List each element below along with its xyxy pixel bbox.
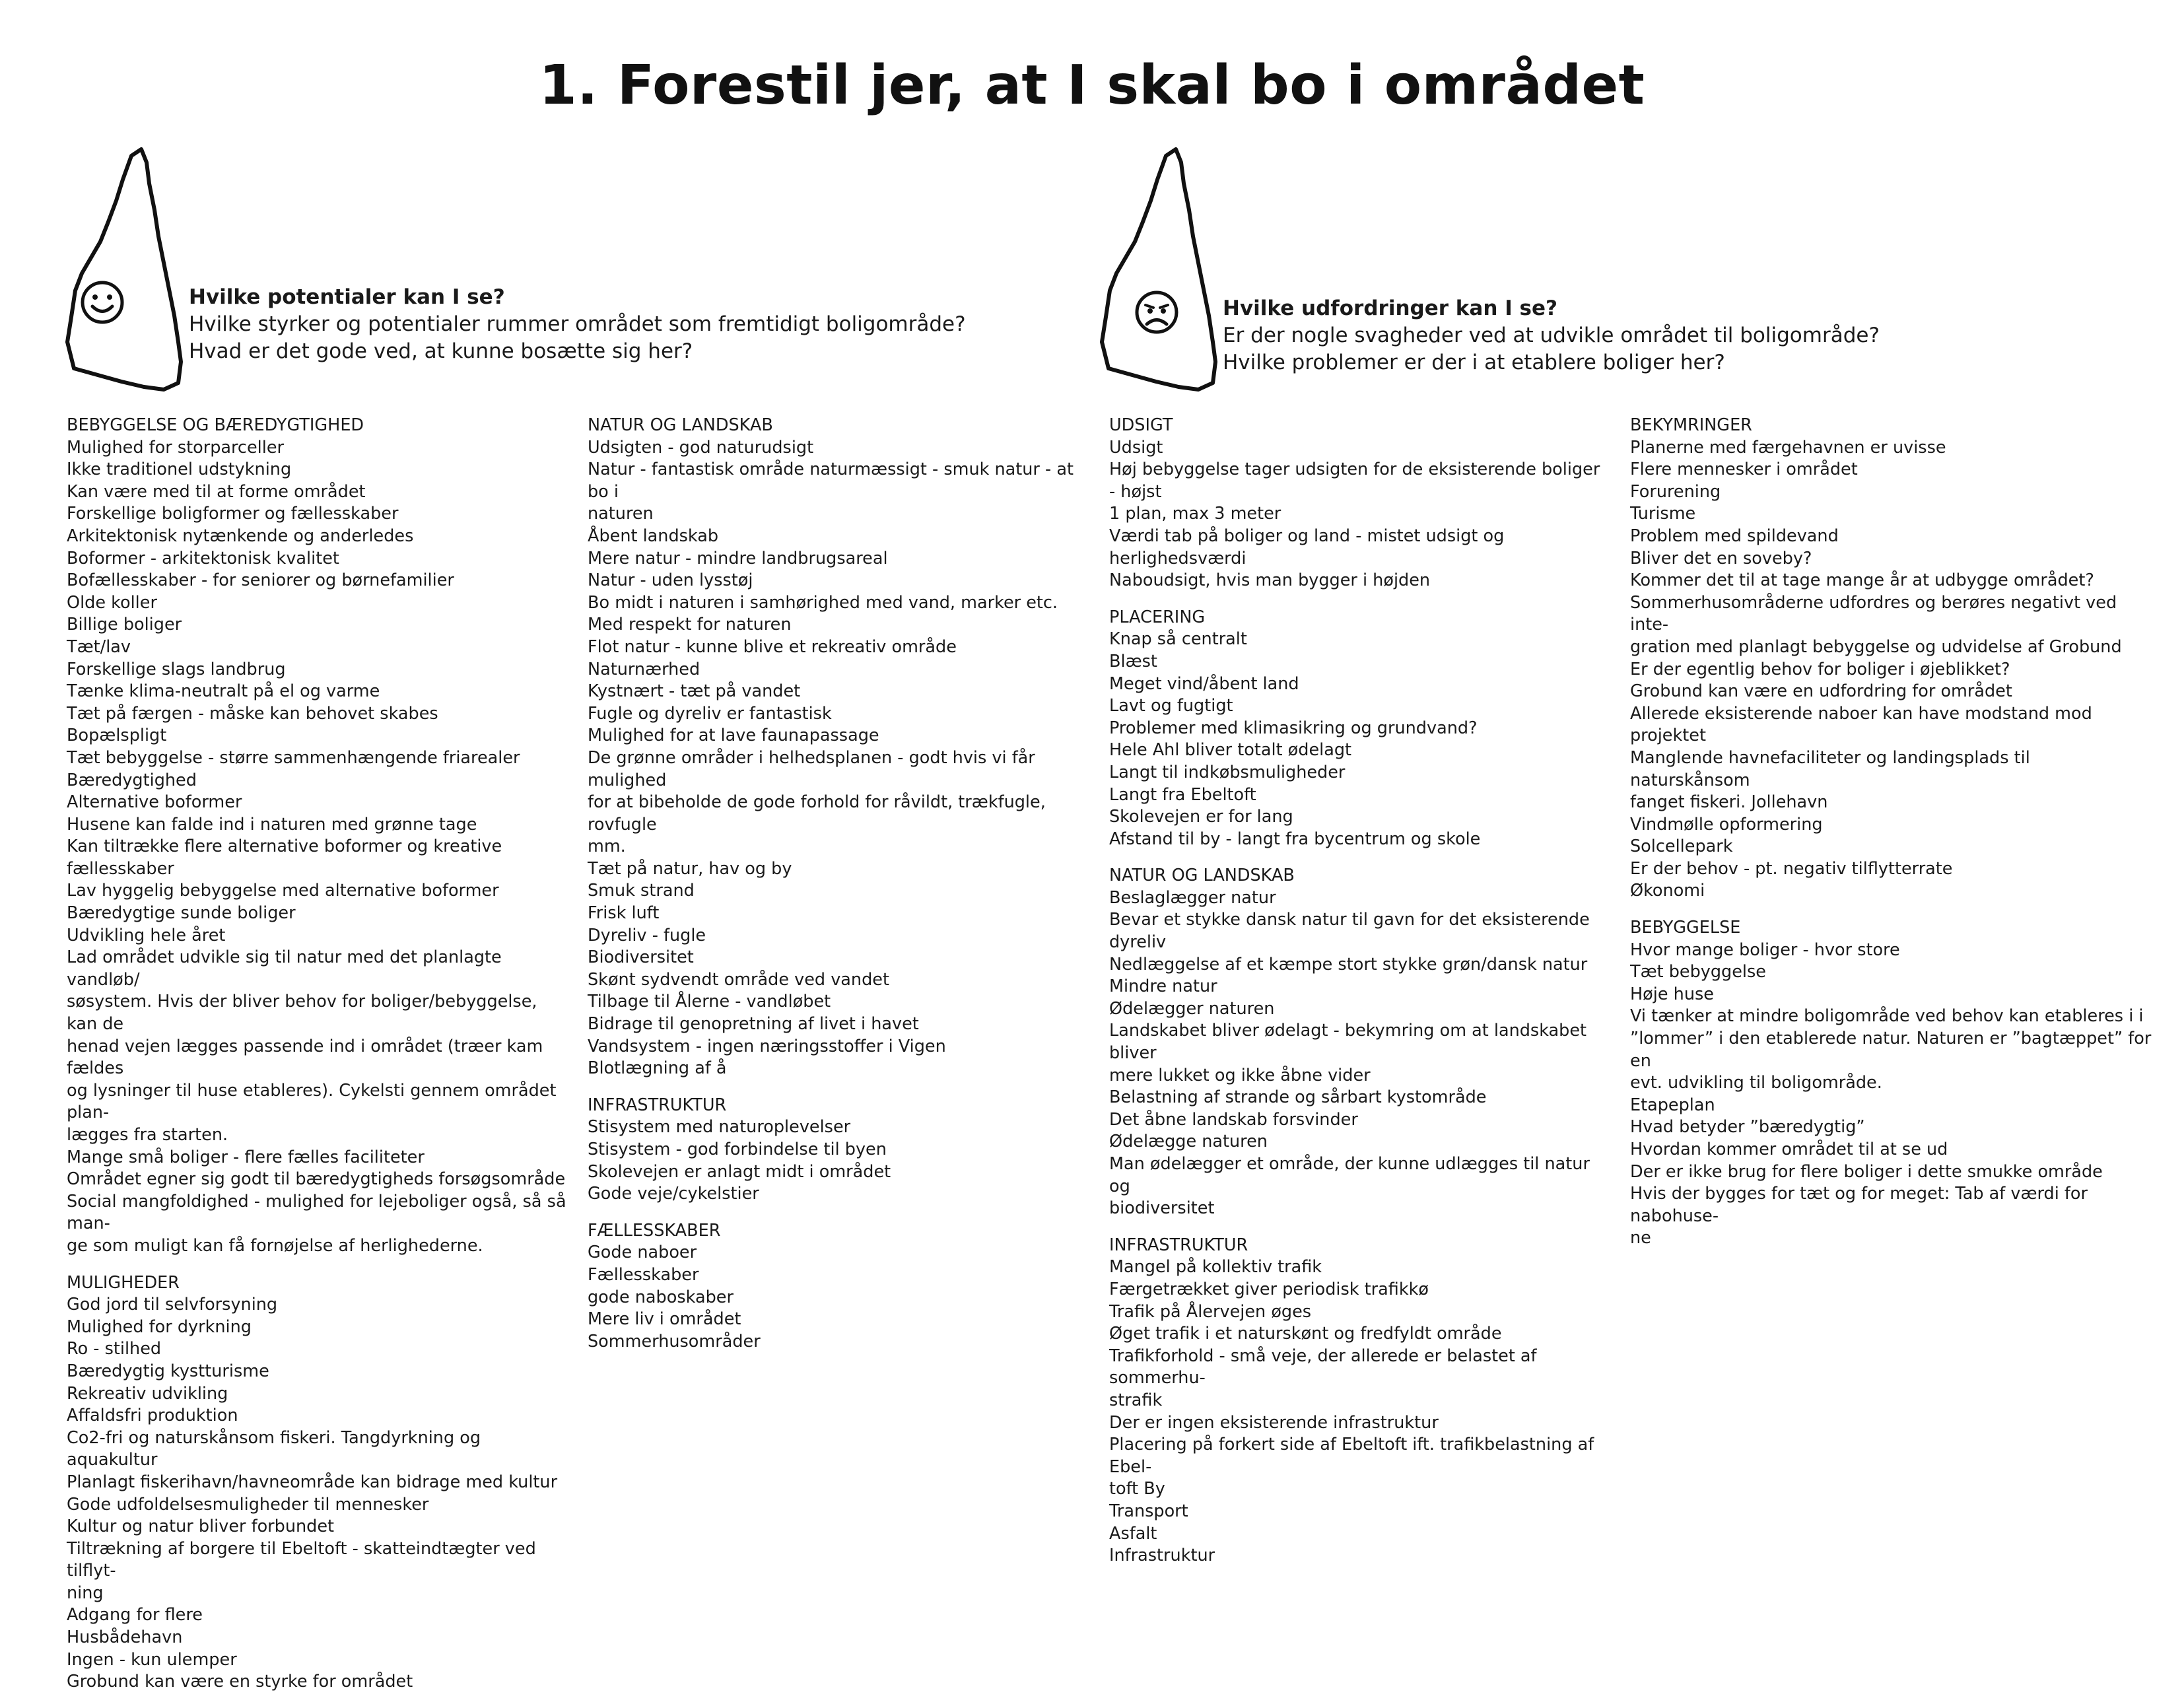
list-item: Mulighed for storparceller	[67, 437, 284, 458]
list-item: søsystem. Hvis der bliver behov for boliger/bebyggelse, kan de	[67, 992, 537, 1035]
list-item: Rekreativ udvikling	[67, 1383, 228, 1404]
list-item: Hvordan kommer området til at se ud	[1630, 1140, 1948, 1159]
list-item: Alternative boformer	[67, 792, 242, 813]
list-item: Mange små boliger - flere fælles faciliteter	[67, 1147, 425, 1167]
list-item: Tæt på natur, hav og by	[588, 858, 792, 879]
list-item: Kan tiltrække flere alternative boformer og kreative fællesskaber	[67, 837, 502, 879]
list-item: Hvor mange boliger - hvor store	[1630, 939, 1900, 960]
list-item: Er der egentlig behov for boliger i øjeblikket?	[1630, 659, 2010, 679]
list-item: Bæredygtige sunde boliger	[67, 903, 296, 924]
list-item: Økonomi	[1630, 881, 1705, 901]
list-item: Trafikforhold - små veje, der allerede er belastet af sommerhu-	[1109, 1346, 1537, 1388]
potentials-line-1: Hvilke styrker og potentialer rummer området som fremtidigt boligområde?	[189, 312, 966, 336]
list-item: Mulighed for dyrkning	[67, 1316, 252, 1337]
list-item: Skønt sydvendt område ved vandet	[588, 969, 889, 990]
section	[588, 1220, 1089, 1353]
list-item: Grobund kan være en udfordring for området	[1630, 681, 2012, 702]
list-item: Natur - fantastisk område naturmæssigt - smuk natur - at bo i	[588, 460, 1074, 502]
list-item: Ødelægge naturen	[1109, 1132, 1268, 1152]
list-item: Smuk strand	[588, 881, 695, 901]
list-item: Er der behov - pt. negativ tilflytterrate	[1630, 858, 1953, 879]
list-item: ”lommer” i den etablerede natur. Naturen er ”bagtæppet” for en	[1630, 1029, 2152, 1071]
item-list	[588, 1116, 1089, 1205]
area-map-outline-icon	[1099, 144, 1225, 395]
list-item: Bæredygtig kystturisme	[67, 1361, 269, 1381]
list-item: Afstand til by - langt fra bycentrum og skole	[1109, 829, 1481, 849]
list-item: Vandsystem - ingen næringsstoffer i Vigen	[588, 1036, 946, 1056]
list-item: Tiltrækning af borgere til Ebeltoft - skatteindtægter ved tilflyt-	[67, 1538, 536, 1581]
list-item: Allerede eksisterende naboer kan have modstand mod projektet	[1630, 703, 2092, 746]
list-item: Det åbne landskab forsvinder	[1109, 1109, 1358, 1130]
list-item: Skolevejen er anlagt midt i området	[588, 1161, 891, 1182]
smiley-face-icon	[79, 279, 125, 325]
list-item: Planerne med færgehavnen er uvisse	[1630, 437, 1946, 458]
list-item: Ingen - kun ulemper	[67, 1649, 237, 1670]
list-item: Stisystem med naturoplevelser	[588, 1117, 851, 1138]
section-heading: FÆLLESSKABER	[588, 1220, 721, 1241]
challenges-heading: Hvilke udfordringer kan I se?	[1223, 296, 1557, 320]
list-item: Fugle og dyreliv er fantastisk	[588, 703, 832, 724]
potentials-heading: Hvilke potentialer kan I se?	[189, 285, 505, 309]
list-item: Høje huse	[1630, 984, 1714, 1004]
list-item: Kystnært - tæt på vandet	[588, 681, 801, 702]
list-item: Bliver det en soveby?	[1630, 548, 1812, 568]
list-item: Mulighed for at lave faunapassage	[588, 726, 879, 746]
section-heading: PLACERING	[1109, 607, 1206, 627]
list-item: Trafik på Ålervejen øges	[1109, 1301, 1312, 1322]
section	[1630, 917, 2152, 1250]
list-item: Udvikling hele året	[67, 925, 226, 945]
list-item: Knap så centralt	[1109, 629, 1247, 650]
list-item: Tæt på færgen - måske kan behovet skabes	[67, 703, 438, 724]
list-item: Bo midt i naturen i samhørighed med vand, marker etc.	[588, 592, 1058, 613]
list-item: Området egner sig godt til bæredygtigheds forsøgsområde	[67, 1169, 566, 1190]
list-item: Lav hyggelig bebyggelse med alternative boformer	[67, 881, 499, 901]
page-title: 1. Forestil jer, at I skal bo i området	[539, 54, 1645, 117]
list-item: Tæt/lav	[67, 636, 131, 657]
list-item: Tænke klima-neutralt på el og varme	[67, 681, 380, 702]
list-item: Dyreliv - fugle	[588, 925, 706, 945]
challenges-line-1: Er der nogle svagheder ved at udvikle området til boligområde?	[1223, 324, 1880, 347]
section-heading: BEBYGGELSE	[1630, 918, 1741, 938]
list-item: Transport	[1109, 1501, 1188, 1521]
list-item: fanget fiskeri. Jollehavn	[1630, 792, 1828, 813]
item-list	[67, 437, 568, 1258]
section	[1109, 1235, 1611, 1567]
list-item: Naboudsigt, hvis man bygger i højden	[1109, 570, 1431, 591]
list-item: Hvis der bygges for tæt og for meget: Tab af værdi for nabohuse-	[1630, 1184, 2088, 1226]
list-item: 1 plan, max 3 meter	[1109, 504, 1281, 524]
list-item: Vi tænker at mindre boligområde ved behov kan etableres i i	[1630, 1006, 2144, 1027]
section	[588, 415, 1089, 1080]
section-heading: INFRASTRUKTUR	[1109, 1235, 1248, 1255]
item-list	[1630, 437, 2152, 903]
list-item: Kommer det til at tage mange år at udbygge området?	[1630, 570, 2094, 591]
list-item: Asfalt	[1109, 1523, 1157, 1544]
column-2	[588, 415, 1089, 1367]
list-item: Forurening	[1630, 481, 1721, 502]
list-item: Bofællesskaber - for seniorer og børnefamilier	[67, 570, 454, 591]
section	[67, 415, 568, 1258]
list-item: Med respekt for naturen	[588, 615, 792, 635]
list-item: Hele Ahl bliver totalt ødelagt	[1109, 740, 1352, 761]
list-item: Gode veje/cykelstier	[588, 1184, 759, 1204]
list-item: Værdi tab på boliger og land - mistet udsigt og herlighedsværdi	[1109, 526, 1505, 568]
list-item: Tæt bebyggelse	[1630, 962, 1766, 982]
list-item: Flot natur - kunne blive et rekreativ område	[588, 636, 957, 657]
list-item: Lad området udvikle sig til natur med det planlagte vandløb/	[67, 947, 502, 990]
list-item: Tæt bebyggelse - større sammenhængende friarealer	[67, 747, 520, 768]
list-item: Mindre natur	[1109, 976, 1217, 997]
list-item: ning	[67, 1583, 104, 1603]
list-item: Kultur og natur bliver forbundet	[67, 1517, 335, 1537]
section-heading: MULIGHEDER	[67, 1272, 180, 1293]
list-item: Færgetrækket giver periodisk trafikkø	[1109, 1279, 1429, 1299]
list-item: Flere mennesker i området	[1630, 460, 1858, 480]
column-1	[67, 415, 568, 1708]
list-item: Bopælspligt	[67, 726, 167, 746]
list-item: Grobund kan være en styrke for området	[67, 1672, 413, 1692]
list-item: Øget trafik i et naturskønt og fredfyldt område	[1109, 1324, 1502, 1344]
challenges-line-2: Hvilke problemer er der i at etablere boliger her?	[1223, 351, 1725, 374]
list-item: Bæredygtighed	[67, 770, 197, 790]
area-map-outline-icon	[65, 144, 190, 395]
list-item: Bidrage til genopretning af livet i havet	[588, 1014, 919, 1035]
list-item: strafik	[1109, 1390, 1163, 1410]
list-item: Langt til indkøbsmuligheder	[1109, 762, 1346, 782]
list-item: Udsigt	[1109, 437, 1163, 458]
list-item: mm.	[588, 837, 626, 857]
list-item: for at bibeholde de gode forhold for råvildt, trækfugle, rovfugle	[588, 792, 1046, 835]
column-4	[1630, 415, 2152, 1264]
list-item: Sommerhusområder	[588, 1331, 761, 1351]
challenges-question	[1223, 295, 1880, 376]
list-item: Mere liv i området	[588, 1309, 741, 1330]
list-item: Arkitektonisk nytænkende og anderledes	[67, 526, 414, 546]
section	[588, 1095, 1089, 1206]
list-item: Natur - uden lysstøj	[588, 570, 753, 591]
list-item: Tilbage til Ålerne - vandløbet	[588, 992, 831, 1012]
list-item: Blæst	[1109, 651, 1157, 671]
list-item: De grønne områder i helhedsplanen - godt hvis vi får mulighed	[588, 747, 1035, 790]
list-item: Der er ingen eksisterende infrastruktur	[1109, 1412, 1439, 1433]
list-item: Boformer - arkitektonisk kvalitet	[67, 548, 339, 568]
list-item: Biodiversitet	[588, 947, 694, 968]
item-list	[1109, 629, 1611, 850]
list-item: Udsigten - god naturudsigt	[588, 437, 814, 458]
list-item: Meget vind/åbent land	[1109, 673, 1299, 694]
list-item: Blotlægning af å	[588, 1058, 727, 1079]
list-item: Beslaglægger natur	[1109, 887, 1276, 908]
item-list	[1109, 437, 1611, 592]
item-list	[1109, 887, 1611, 1220]
list-item: Belastning af strande og sårbart kystområde	[1109, 1087, 1487, 1108]
item-list	[588, 437, 1089, 1080]
list-item: Langt fra Ebeltoft	[1109, 784, 1256, 805]
list-item: Vindmølle opformering	[1630, 814, 1823, 835]
item-list	[67, 1294, 568, 1693]
list-item: ge som muligt kan få fornøjelse af herlighederne.	[67, 1235, 483, 1256]
list-item: lægges fra starten.	[67, 1125, 228, 1145]
list-item: gration med planlagt bebyggelse og udvidelse af Grobund	[1630, 636, 2122, 657]
section	[67, 1272, 568, 1693]
list-item: Der er ikke brug for flere boliger i dette smukke område	[1630, 1161, 2103, 1182]
section-heading: BEBYGGELSE OG BÆREDYGTIGHED	[67, 415, 364, 435]
list-item: God jord til selvforsyning	[67, 1295, 278, 1315]
list-item: Forskellige boligformer og fællesskaber	[67, 504, 399, 524]
list-item: Landskabet bliver ødelagt - bekymring om at landskabet bliver	[1109, 1021, 1587, 1064]
list-item: Gode udfoldelsesmuligheder til mennesker	[67, 1494, 429, 1515]
list-item: henad vejen lægges passende ind i området (træer kam fældes	[67, 1036, 543, 1079]
list-item: Mere natur - mindre landbrugsareal	[588, 548, 888, 568]
item-list	[588, 1242, 1089, 1353]
list-item: Hvad betyder ”bæredygtig”	[1630, 1117, 1865, 1138]
list-item: og lysninger til huse etableres). Cykelsti gennem området plan-	[67, 1080, 557, 1123]
list-item: Naturnærhed	[588, 659, 700, 679]
potentials-line-2: Hvad er det gode ved, at kunne bosætte sig her?	[189, 339, 693, 363]
list-item: Billige boliger	[67, 615, 182, 635]
list-item: Ødelægger naturen	[1109, 998, 1275, 1019]
list-item: Gode naboer	[588, 1243, 697, 1263]
list-item: Problemer med klimasikring og grundvand?	[1109, 718, 1478, 738]
list-item: Etapeplan	[1630, 1095, 1715, 1115]
list-item: Ikke traditionel udstykning	[67, 460, 292, 480]
list-item: Planlagt fiskerihavn/havneområde kan bidrage med kultur	[67, 1472, 558, 1492]
list-item: Affaldsfri produktion	[67, 1406, 238, 1426]
list-item: Placering på forkert side af Ebeltoft ift. trafikbelastning af Ebel-	[1109, 1435, 1594, 1477]
potentials-question	[189, 284, 966, 365]
list-item: Olde koller	[67, 592, 157, 613]
list-item: Lavt og fugtigt	[1109, 696, 1233, 716]
list-item: Mangel på kollektiv trafik	[1109, 1257, 1322, 1278]
list-item: Åbent landskab	[588, 526, 719, 546]
list-item: Husbådehavn	[67, 1627, 183, 1648]
section	[1109, 865, 1611, 1220]
list-item: Bevar et stykke dansk natur til gavn for det eksisterende dyreliv	[1109, 910, 1590, 953]
list-item: Husene kan falde ind i naturen med grønne tage	[67, 814, 477, 835]
list-item: Man ødelægger et område, der kunne udlægges til natur og	[1109, 1154, 1590, 1196]
item-list	[1109, 1256, 1611, 1567]
list-item: Solcellepark	[1630, 837, 1733, 857]
list-item: Social mangfoldighed - mulighed for lejeboliger også, så så man-	[67, 1191, 566, 1234]
list-item: Infrastruktur	[1109, 1546, 1215, 1566]
list-item: Stisystem - god forbindelse til byen	[588, 1140, 887, 1159]
list-item: Skolevejen er for lang	[1109, 807, 1293, 827]
list-item: mere lukket og ikke åbne vider	[1109, 1065, 1371, 1085]
list-item: biodiversitet	[1109, 1198, 1215, 1219]
list-item: Sommerhusområderne udfordres og berøres negativt ved inte-	[1630, 592, 2117, 635]
list-item: Ro - stilhed	[67, 1339, 162, 1359]
section	[1109, 607, 1611, 851]
list-item: Forskellige slags landbrug	[67, 659, 286, 679]
section-heading: NATUR OG LANDSKAB	[588, 415, 773, 435]
section-heading: UDSIGT	[1109, 415, 1173, 435]
list-item: Adgang for flere	[67, 1605, 203, 1625]
list-item: Fællesskaber	[588, 1264, 699, 1285]
list-item: Høj bebyggelse tager udsigten for de eksisterende boliger - højst	[1109, 460, 1600, 502]
list-item: Co2-fri og naturskånsom fiskeri. Tangdyrkning og aquakultur	[67, 1427, 481, 1470]
list-item: Turisme	[1630, 504, 1696, 524]
column-3	[1109, 415, 1611, 1582]
area-map-outline-right	[1099, 144, 1225, 395]
list-item: toft By	[1109, 1479, 1165, 1499]
frowning-face-icon	[1134, 289, 1180, 335]
section	[1630, 415, 2152, 903]
section-heading: BEKYMRINGER	[1630, 415, 1752, 435]
list-item: ne	[1630, 1228, 1651, 1248]
list-item: evt. udvikling til boligområde.	[1630, 1073, 1882, 1093]
section-heading: NATUR OG LANDSKAB	[1109, 866, 1295, 886]
item-list	[1630, 939, 2152, 1250]
section-heading: INFRASTRUKTUR	[588, 1095, 727, 1115]
section	[1109, 415, 1611, 592]
list-item: Kan være med til at forme området	[67, 481, 366, 502]
list-item: naturen	[588, 504, 654, 524]
list-item: Problem med spildevand	[1630, 526, 1839, 546]
list-item: Manglende havnefaciliteter og landingsplads til naturskånsom	[1630, 747, 2030, 790]
list-item: Frisk luft	[588, 903, 660, 924]
area-map-outline-left	[65, 144, 190, 395]
list-item: gode naboskaber	[588, 1287, 734, 1307]
list-item: Nedlæggelse af et kæmpe stort stykke grøn/dansk natur	[1109, 954, 1588, 974]
